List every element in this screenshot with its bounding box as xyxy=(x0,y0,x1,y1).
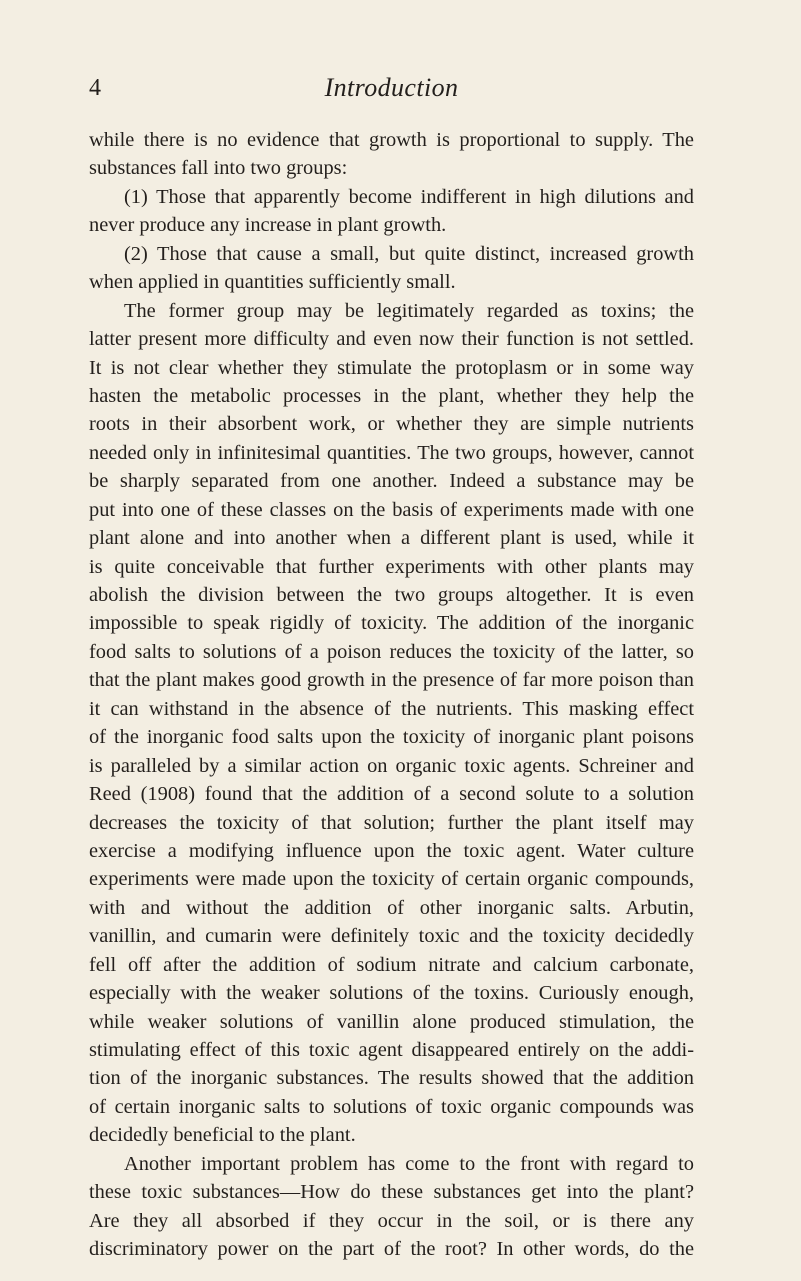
text-line: be sharply separated from one another. Indeed a substance may be xyxy=(89,470,694,493)
text-line: impossible to speak rigidly of toxicity. The addition of the inorganic xyxy=(89,612,694,635)
text-line: experiments were made upon the toxicity of certain organic compounds, xyxy=(89,868,694,891)
text-line: put into one of these classes on the basis of experiments made with one xyxy=(89,498,694,521)
text-line: roots in their absorbent work, or whether they are simple nutrients xyxy=(89,413,694,436)
body-text xyxy=(89,126,694,1264)
text-line: is paralleled by a similar action on organic toxic agents. Schreiner and xyxy=(89,754,694,777)
text-line: it can withstand in the absence of the nutrients. This masking effect xyxy=(89,697,694,720)
text-line: latter present more difficulty and even now their function is not settled. xyxy=(89,328,694,351)
text-line: while weaker solutions of vanillin alone produced stimulation, the xyxy=(89,1010,694,1033)
text-line: abolish the division between the two groups altogether. It is even xyxy=(89,584,694,606)
text-line: hasten the metabolic processes in the plant, whether they help the xyxy=(89,384,694,407)
text-line: with and without the addition of other inorganic salts. Arbutin, xyxy=(89,896,694,919)
text-line: discriminatory power on the part of the root? In other words, do the xyxy=(89,1238,694,1261)
page-number: 4 xyxy=(89,75,101,101)
text-line: (2) Those that cause a small, but quite distinct, increased growth xyxy=(124,242,694,265)
text-line: while there is no evidence that growth is proportional to supply. The xyxy=(89,129,694,151)
text-line: Reed (1908) found that the addition of a second solute to a solution xyxy=(89,783,694,806)
text-line: needed only in infinitesimal quantities. The two groups, however, cannot xyxy=(89,441,694,464)
text-line: Another important problem has come to the front with regard to xyxy=(124,1152,694,1175)
text-line: of the inorganic food salts upon the toxicity of inorganic plant poisons xyxy=(89,726,694,749)
text-line: Are they all absorbed if they occur in the soil, or is there any xyxy=(89,1209,694,1232)
text-line: exercise a modifying influence upon the toxic agent. Water culture xyxy=(89,839,694,862)
text-line: The former group may be legitimately regarded as toxins; the xyxy=(124,299,694,322)
running-head: Introduction xyxy=(324,73,459,102)
text-line: decreases the toxicity of that solution; further the plant itself may xyxy=(89,811,694,834)
text-line: these toxic substances—How do these substances get into the plant? xyxy=(89,1181,694,1204)
text-line: It is not clear whether they stimulate the protoplasm or in some way xyxy=(89,356,694,379)
text-line: stimulating effect of this toxic agent disappeared entirely on the addi- xyxy=(89,1039,694,1061)
text-line: (1) Those that apparently become indifferent in high dilutions and xyxy=(124,185,694,208)
text-line: substances fall into two groups: xyxy=(89,157,348,180)
text-line: that the plant makes good growth in the presence of far more poison than xyxy=(89,669,694,692)
text-line: especially with the weaker solutions of the toxins. Curiously enough, xyxy=(89,982,694,1005)
text-line: tion of the inorganic substances. The results showed that the addition xyxy=(89,1067,694,1090)
text-line: of certain inorganic salts to solutions of toxic organic compounds was xyxy=(89,1095,694,1118)
text-line: decidedly beneficial to the plant. xyxy=(89,1124,356,1147)
text-line: never produce any increase in plant growth. xyxy=(89,214,447,237)
text-line: plant alone and into another when a different plant is used, while it xyxy=(89,527,694,550)
text-line: is quite conceivable that further experiments with other plants may xyxy=(89,555,694,578)
page-header xyxy=(89,70,694,110)
text-line: when applied in quantities sufficiently small. xyxy=(89,271,456,294)
text-line: fell off after the addition of sodium nitrate and calcium carbonate, xyxy=(89,953,694,976)
text-line: food salts to solutions of a poison reduces the toxicity of the latter, so xyxy=(89,640,694,663)
text-line: vanillin, and cumarin were definitely toxic and the toxicity decidedly xyxy=(89,925,694,948)
